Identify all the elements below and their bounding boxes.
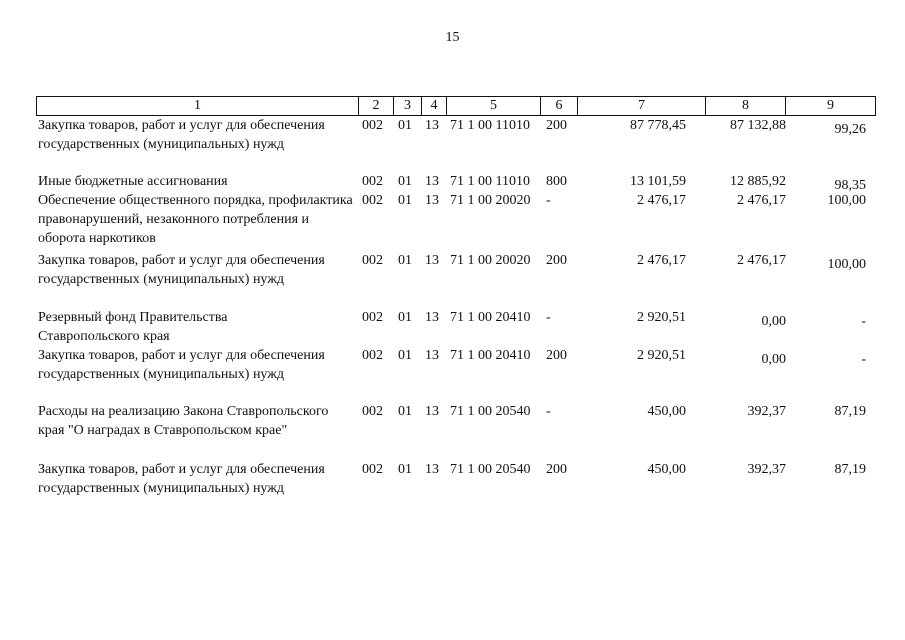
row-col-8: 392,37 xyxy=(747,462,786,477)
header-col-8: 8 xyxy=(706,97,786,115)
row-col-5: 71 1 00 20020 xyxy=(450,193,531,208)
row-col-8: 0,00 xyxy=(761,314,786,329)
row-col-2: 002 xyxy=(362,174,383,189)
header-col-5: 5 xyxy=(447,97,541,115)
row-col-2: 002 xyxy=(362,310,383,325)
header-col-2: 2 xyxy=(359,97,394,115)
header-col-1: 1 xyxy=(37,97,359,115)
row-name: Расходы на реализацию Закона Ставропольского края "О наградах в Ставропольском крае" xyxy=(38,404,329,438)
row-col-2: 002 xyxy=(362,404,383,419)
row-name: Закупка товаров, работ и услуг для обеспечения государственных (муниципальных) нужд xyxy=(38,253,325,287)
page-number: 15 xyxy=(445,30,460,45)
row-col-4: 13 xyxy=(425,462,439,477)
row-col-8: 0,00 xyxy=(761,352,786,367)
row-col-9: - xyxy=(861,352,866,367)
row-col-6: - xyxy=(546,404,551,419)
row-col-8: 392,37 xyxy=(747,404,786,419)
row-col-2: 002 xyxy=(362,193,383,208)
row-col-8: 87 132,88 xyxy=(730,118,786,133)
row-col-8: 2 476,17 xyxy=(737,193,786,208)
row-col-7: 2 920,51 xyxy=(637,348,686,363)
row-col-2: 002 xyxy=(362,462,383,477)
row-col-4: 13 xyxy=(425,174,439,189)
row-name: Иные бюджетные ассигнования xyxy=(38,174,228,189)
row-col-7: 450,00 xyxy=(647,404,686,419)
row-name: Закупка товаров, работ и услуг для обеспечения государственных (муниципальных) нужд xyxy=(38,348,325,382)
row-col-4: 13 xyxy=(425,310,439,325)
header-col-7: 7 xyxy=(578,97,706,115)
header-col-3: 3 xyxy=(394,97,422,115)
row-col-3: 01 xyxy=(398,404,412,419)
row-col-6: - xyxy=(546,310,551,325)
row-col-5: 71 1 00 11010 xyxy=(450,118,530,133)
row-col-9: 98,35 xyxy=(834,178,866,193)
row-col-4: 13 xyxy=(425,348,439,363)
row-col-9: 100,00 xyxy=(827,257,866,272)
row-col-3: 01 xyxy=(398,462,412,477)
header-col-4: 4 xyxy=(422,97,447,115)
row-col-6: 200 xyxy=(546,462,567,477)
row-col-9: 99,26 xyxy=(834,122,866,137)
row-col-4: 13 xyxy=(425,193,439,208)
row-name: Закупка товаров, работ и услуг для обеспечения государственных (муниципальных) нужд xyxy=(38,462,325,496)
row-col-7: 2 476,17 xyxy=(637,253,686,268)
row-col-2: 002 xyxy=(362,118,383,133)
row-col-2: 002 xyxy=(362,348,383,363)
header-col-9: 9 xyxy=(827,98,834,113)
row-col-6: 800 xyxy=(546,174,567,189)
row-col-5: 71 1 00 20540 xyxy=(450,404,531,419)
row-col-4: 13 xyxy=(425,118,439,133)
row-col-3: 01 xyxy=(398,348,412,363)
row-col-6: 200 xyxy=(546,118,567,133)
row-col-7: 450,00 xyxy=(647,462,686,477)
row-col-7: 87 778,45 xyxy=(630,118,686,133)
row-col-4: 13 xyxy=(425,404,439,419)
row-col-6: 200 xyxy=(546,348,567,363)
row-col-9: 87,19 xyxy=(834,404,866,419)
row-col-3: 01 xyxy=(398,118,412,133)
row-col-8: 12 885,92 xyxy=(730,174,786,189)
table-header xyxy=(36,96,876,116)
row-col-7: 2 920,51 xyxy=(637,310,686,325)
row-col-9: 100,00 xyxy=(827,193,866,208)
row-col-3: 01 xyxy=(398,193,412,208)
row-col-9: 87,19 xyxy=(834,462,866,477)
row-col-8: 2 476,17 xyxy=(737,253,786,268)
row-name: Закупка товаров, работ и услуг для обеспечения государственных (муниципальных) нужд xyxy=(38,118,325,152)
row-col-5: 71 1 00 20410 xyxy=(450,348,531,363)
row-col-3: 01 xyxy=(398,310,412,325)
row-col-5: 71 1 00 20410 xyxy=(450,310,531,325)
row-col-5: 71 1 00 11010 xyxy=(450,174,530,189)
row-col-4: 13 xyxy=(425,253,439,268)
row-col-7: 2 476,17 xyxy=(637,193,686,208)
row-col-2: 002 xyxy=(362,253,383,268)
header-col-6: 6 xyxy=(541,97,578,115)
row-col-9: - xyxy=(861,314,866,329)
row-col-3: 01 xyxy=(398,174,412,189)
row-col-5: 71 1 00 20020 xyxy=(450,253,531,268)
row-col-6: - xyxy=(546,193,551,208)
row-col-3: 01 xyxy=(398,253,412,268)
row-name: Резервный фонд Правительства Ставропольского края xyxy=(38,310,228,344)
row-name: Обеспечение общественного порядка, профилактика правонарушений, незаконного потребления и оборота наркотиков xyxy=(38,193,353,246)
row-col-7: 13 101,59 xyxy=(630,174,686,189)
row-col-6: 200 xyxy=(546,253,567,268)
row-col-5: 71 1 00 20540 xyxy=(450,462,531,477)
